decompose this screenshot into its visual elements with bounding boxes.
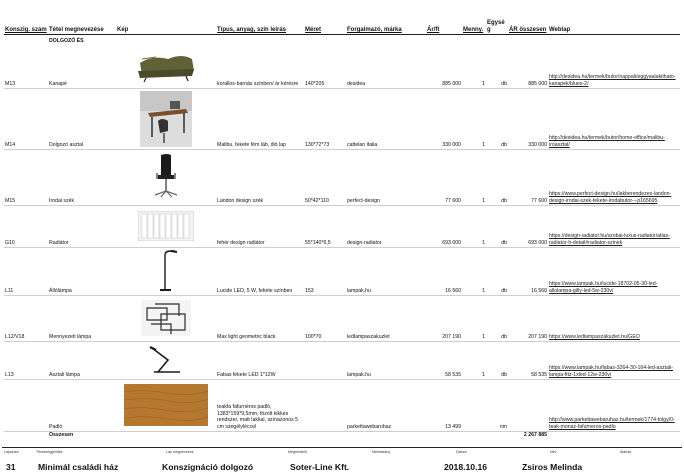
cell-ar: 885 000 [426,47,462,88]
chair-image [116,149,216,205]
cell-ar-osszesen: 693 000 [508,205,548,247]
cell-kod: L11 [4,247,48,295]
cell-tipus: Fabas fekete LED 1*12W [216,341,304,379]
footer-label-meretarany: Méretarány [372,450,391,454]
cell-forgalmazo: lampak.hu [346,247,426,295]
cell-tipus: Max light geometric black [216,295,304,341]
cell-ar: 693 000 [426,205,462,247]
cell-egyseg: db [486,295,508,341]
cell-mennyiseg: 1 [462,247,486,295]
cell-egyseg: nm [486,379,508,431]
cell-forgalmazo: lampak.hu [346,341,426,379]
cell-meret: 153 [304,247,346,295]
cell-ar: 207 190 [426,295,462,341]
cell-mennyiseg: 1 [462,47,486,88]
cell-meret: 140*205 [304,47,346,88]
cell-mennyiseg: 1 [462,295,486,341]
total-label: Összesen [48,431,116,440]
cell-ar: 77 600 [426,149,462,205]
cell-weblap-link[interactable]: http://desidea.hu/termek/butor/home-office/malibu-iroasztal/ [548,88,680,149]
cell-ar-osszesen: 330 000 [508,88,548,149]
header-tipus: Típus, anyag, szín leírás [216,6,304,35]
cell-egyseg: db [486,88,508,149]
table-row [4,341,680,379]
title-block [2,447,682,474]
cell-weblap-link[interactable]: https://www.ledlampaszakuzlet.hu/GEO [548,295,680,341]
cell-egyseg: db [486,47,508,88]
cell-ar-osszesen: 58 535 [508,341,548,379]
cell-meret [304,341,346,379]
cell-ar: 16 560 [426,247,462,295]
cell-kod: L13 [4,341,48,379]
table-row [4,379,680,431]
cell-egyseg: db [486,205,508,247]
header-kep: Kép [116,6,216,35]
cell-kod: L12/V18 [4,295,48,341]
total-row [4,431,680,440]
cell-tipus: Lucide LED, 5 W, fekete színben [216,247,304,295]
header-tetel: Tétel megnevezése [48,6,116,35]
footer-datum: 2018.10.16 [444,462,488,472]
cell-ar-osszesen: 207 190 [508,295,548,341]
footer-label-megrendelo: Megrendelő [288,450,307,454]
cell-mennyiseg: 1 [462,88,486,149]
cell-weblap-link[interactable]: http://www.parkettawebaruhaz.hu/termek/1774-tolgy/0-teak-monaz-fafurneros-padlo [548,379,680,431]
table-lamp-image [116,341,216,379]
cell-ar: 13 499 [426,379,462,431]
cell-weblap-link[interactable]: http://desidea.hu/termek/butor/nappali/eggyaalakithato-kanapek/blues-2/ [548,47,680,88]
konszignacio-table [4,6,680,440]
cell-tipus: Malibu, fekete fém láb, dió lap [216,88,304,149]
footer-lap: Konszignáció dolgozó [162,462,254,472]
cell-kod: G10 [4,205,48,247]
header-mennyiseg: Menny. [462,6,486,35]
footer-tema: Minimál családi ház [38,462,119,472]
header-ar-osszesen: ÁR összesen [508,6,548,35]
header-ar: Ár/ft [426,6,462,35]
footer-label-lap: Lap megnevezés [166,450,194,454]
cell-forgalmazo: design-radiator [346,205,426,247]
cell-mennyiseg: 1 [462,149,486,205]
cell-ar-osszesen: 77 600 [508,149,548,205]
cell-tipus: Landon design szék [216,149,304,205]
cell-tetel: Kanapé [48,47,116,88]
section-title: DOLGOZÓ ÉS [49,37,84,44]
footer-label-nev: Név [550,450,557,454]
cell-egyseg: db [486,341,508,379]
header-weblap: Weblap [548,6,680,35]
header-forgalmazo: Forgalmazó, márka [346,6,426,35]
cell-tetel: Irodai szék [48,149,116,205]
cell-tetel: Radiátor [48,205,116,247]
cell-forgalmazo: desidea [346,47,426,88]
cell-tipus: teakfa fafurnéros padló, 1383*159*9,5mm, fózolt kikkes rendszer, matt lakkal, színazonos 5 cm szegélyléccel [216,379,304,431]
cell-meret [304,379,346,431]
footer-label-datum: Dátum [456,450,467,454]
cell-weblap-link[interactable]: https://design-radiator.hu/szobai-luxus-radiator/atlas-radiator-h-detail#radiator-szinek [548,205,680,247]
cell-tetel: Állólámpa [48,247,116,295]
header-meret: Méret [304,6,346,35]
footer-label-lapszam: Lapszám [4,450,19,454]
cell-ar: 58 535 [426,341,462,379]
radiator-image [116,205,216,247]
cell-meret: 55*140*6,5 [304,205,346,247]
table-row [4,295,680,341]
table-row [4,247,680,295]
cell-egyseg: db [486,247,508,295]
cell-mennyiseg: 1 [462,341,486,379]
cell-meret: 100*70 [304,295,346,341]
cell-meret: 50*42*110 [304,149,346,205]
footer-lapszam: 31 [6,462,16,472]
cell-tetel: Asztali lámpa [48,341,116,379]
header-kod: Konszig. szám [4,6,48,35]
cell-tipus: fehér design radiátor [216,205,304,247]
cell-weblap-link[interactable]: https://www.lampak.hu/fabas-3264-30-164-led-asztali-lampa-fitz-1xled-12w-230v/ [548,341,680,379]
total-value: 2 267 885 [508,431,548,440]
cell-kod: M15 [4,149,48,205]
cell-weblap-link[interactable]: https://www.lampak.hu/lucide-18702-05-30-led-allolampa-gilly-led-5w-230v/ [548,247,680,295]
cell-forgalmazo: parkettawebaruhaz [346,379,426,431]
header-row [4,6,680,35]
cell-meret: 130*72*73 [304,88,346,149]
ceiling-lamp-image [116,295,216,341]
footer-nev: Zsiros Melinda [522,462,583,472]
cell-weblap-link[interactable]: https://www.perfect-design.hu/lakberendezes-landon-design-irodai-szek-fekete-irodabutor---p165695 [548,149,680,205]
footer-label-alairas: Aláírás [620,450,632,454]
cell-tetel: Padló [48,379,116,431]
cell-mennyiseg: 1 [462,205,486,247]
cell-forgalmazo: perfect-design [346,149,426,205]
cell-tetel: Mennyezeti lámpa [48,295,116,341]
cell-kod: M14 [4,88,48,149]
section-row [4,35,680,48]
cell-kod: M13 [4,47,48,88]
cell-ar-osszesen: 16 560 [508,247,548,295]
sofa-image [116,47,216,88]
desk-image [116,88,216,149]
table-row [4,205,680,247]
cell-ar-osszesen [508,379,548,431]
cell-forgalmazo: cattelan italia [346,88,426,149]
cell-tipus: korallos-barnás színben/ ár kérésre [216,47,304,88]
cell-mennyiseg [462,379,486,431]
table-row [4,149,680,205]
cell-kod [4,379,48,431]
table-row [4,47,680,88]
table-row [4,88,680,149]
footer-megrendelo: Soter-Line Kft. [290,462,350,472]
cell-ar: 330 000 [426,88,462,149]
header-egyseg: Egység [486,6,508,35]
wood-floor-image [116,379,216,431]
cell-tetel: Dolgozó asztal [48,88,116,149]
cell-forgalmazo: ledlampaszakuzlet [346,295,426,341]
footer-label-tema: Témamegjelölés [36,450,63,454]
cell-ar-osszesen: 885 000 [508,47,548,88]
floor-lamp-image [116,247,216,295]
cell-egyseg: db [486,149,508,205]
